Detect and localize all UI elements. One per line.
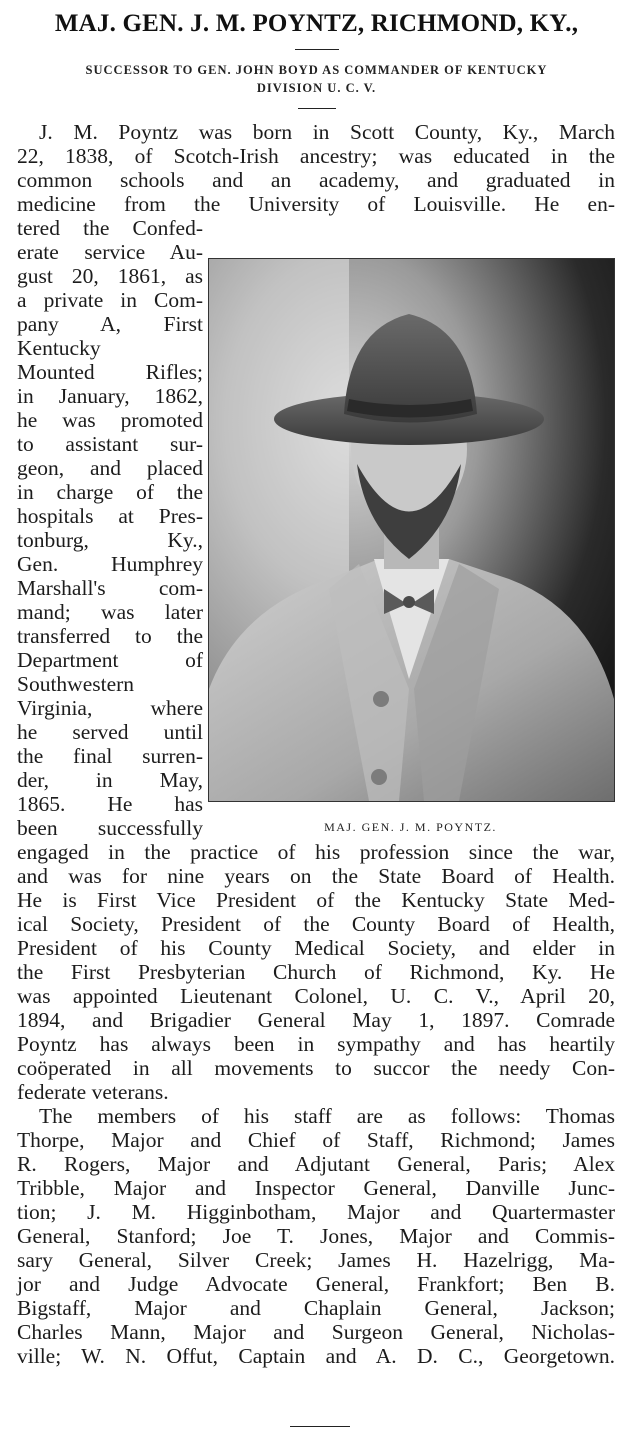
text-line: common schools and an academy, and graduated in: [17, 168, 615, 192]
text-line: Kentucky: [17, 336, 101, 360]
text-line: to assistant sur-: [17, 432, 203, 456]
text-line: hospitals at Pres-: [17, 504, 203, 528]
text-line: President of his County Medical Society, and elder in: [17, 936, 615, 960]
text-line: erate service Au-: [17, 240, 203, 264]
subheading-line: DIVISION U. C. V.: [256, 81, 377, 95]
text-line: geon, and placed: [17, 456, 203, 480]
text-line: sary General, Silver Creek; James H. Hazelrigg, Ma-: [17, 1248, 615, 1272]
text-line: Department of: [17, 648, 203, 672]
text-line: he was promoted: [17, 408, 203, 432]
article-headline: MAJ. GEN. J. M. POYNTZ, RICHMOND, KY.,: [54, 10, 579, 37]
text-line: Poyntz has always been in sympathy and has heartily: [17, 1032, 615, 1056]
photo-caption: MAJ. GEN. J. M. POYNTZ.: [324, 820, 497, 834]
text-line: Gen. Humphrey: [17, 552, 203, 576]
footer-rule: [290, 1426, 350, 1427]
text-line: R. Rogers, Major and Adjutant General, Paris; Alex: [17, 1152, 615, 1176]
portrait-illustration: [209, 259, 614, 801]
text-line: jor and Judge Advocate General, Frankfort; Ben B.: [17, 1272, 615, 1296]
text-line: Southwestern: [17, 672, 135, 696]
text-line: been successfully: [17, 816, 203, 840]
text-line: Bigstaff, Major and Chaplain General, Jackson;: [17, 1296, 615, 1320]
text-line: Tribble, Major and Inspector General, Danville Junc-: [17, 1176, 615, 1200]
subheading-line: SUCCESSOR TO GEN. JOHN BOYD AS COMMANDER OF KENTUCKY: [85, 63, 548, 77]
text-line: 1865. He has: [17, 792, 203, 816]
text-line: the final surren-: [17, 744, 203, 768]
text-line: J. M. Poyntz was born in Scott County, Ky., March: [39, 120, 615, 144]
portrait-photo: [208, 258, 615, 802]
text-line: in January, 1862,: [17, 384, 203, 408]
text-line: 22, 1838, of Scotch-Irish ancestry; was educated in the: [17, 144, 615, 168]
text-line: mand; was later: [17, 600, 203, 624]
text-line: pany A, First: [17, 312, 203, 336]
text-line: Charles Mann, Major and Surgeon General, Nicholas-: [17, 1320, 615, 1344]
text-line: in charge of the: [17, 480, 203, 504]
headline-rule: [295, 49, 339, 50]
text-line: He is First Vice President of the Kentucky State Med-: [17, 888, 615, 912]
text-line: tonburg, Ky.,: [17, 528, 203, 552]
text-line: General, Stanford; Joe T. Jones, Major and Commis-: [17, 1224, 615, 1248]
article-subheading: [0, 61, 633, 97]
text-line: engaged in the practice of his profession since the war,: [17, 840, 615, 864]
text-line: The members of his staff are as follows: Thomas: [39, 1104, 615, 1128]
text-line: was appointed Lieutenant Colonel, U. C. V., April 20,: [17, 984, 615, 1008]
text-line: der, in May,: [17, 768, 203, 792]
text-line: medicine from the University of Louisville. He en-: [17, 192, 615, 216]
text-line: ville; W. N. Offut, Captain and A. D. C., Georgetown.: [17, 1344, 615, 1368]
text-line: Virginia, where: [17, 696, 203, 720]
text-line: Marshall's com-: [17, 576, 203, 600]
text-line: ical Society, President of the County Board of Health,: [17, 912, 615, 936]
text-line: transferred to the: [17, 624, 203, 648]
text-line: 1894, and Brigadier General May 1, 1897. Comrade: [17, 1008, 615, 1032]
text-line: a private in Com-: [17, 288, 203, 312]
text-line: coöperated in all movements to succor the needy Con-: [17, 1056, 615, 1080]
subheading-rule: [298, 108, 336, 109]
text-line: he served until: [17, 720, 203, 744]
text-line: Mounted Rifles;: [17, 360, 203, 384]
text-line: tion; J. M. Higginbotham, Major and Quartermaster: [17, 1200, 615, 1224]
text-line: Thorpe, Major and Chief of Staff, Richmond; James: [17, 1128, 615, 1152]
text-line: gust 20, 1861, as: [17, 264, 203, 288]
text-line: the First Presbyterian Church of Richmond, Ky. He: [17, 960, 615, 984]
text-line: and was for nine years on the State Board of Health.: [17, 864, 615, 888]
text-line: tered the Confed-: [17, 216, 203, 240]
text-line: federate veterans.: [17, 1080, 169, 1104]
